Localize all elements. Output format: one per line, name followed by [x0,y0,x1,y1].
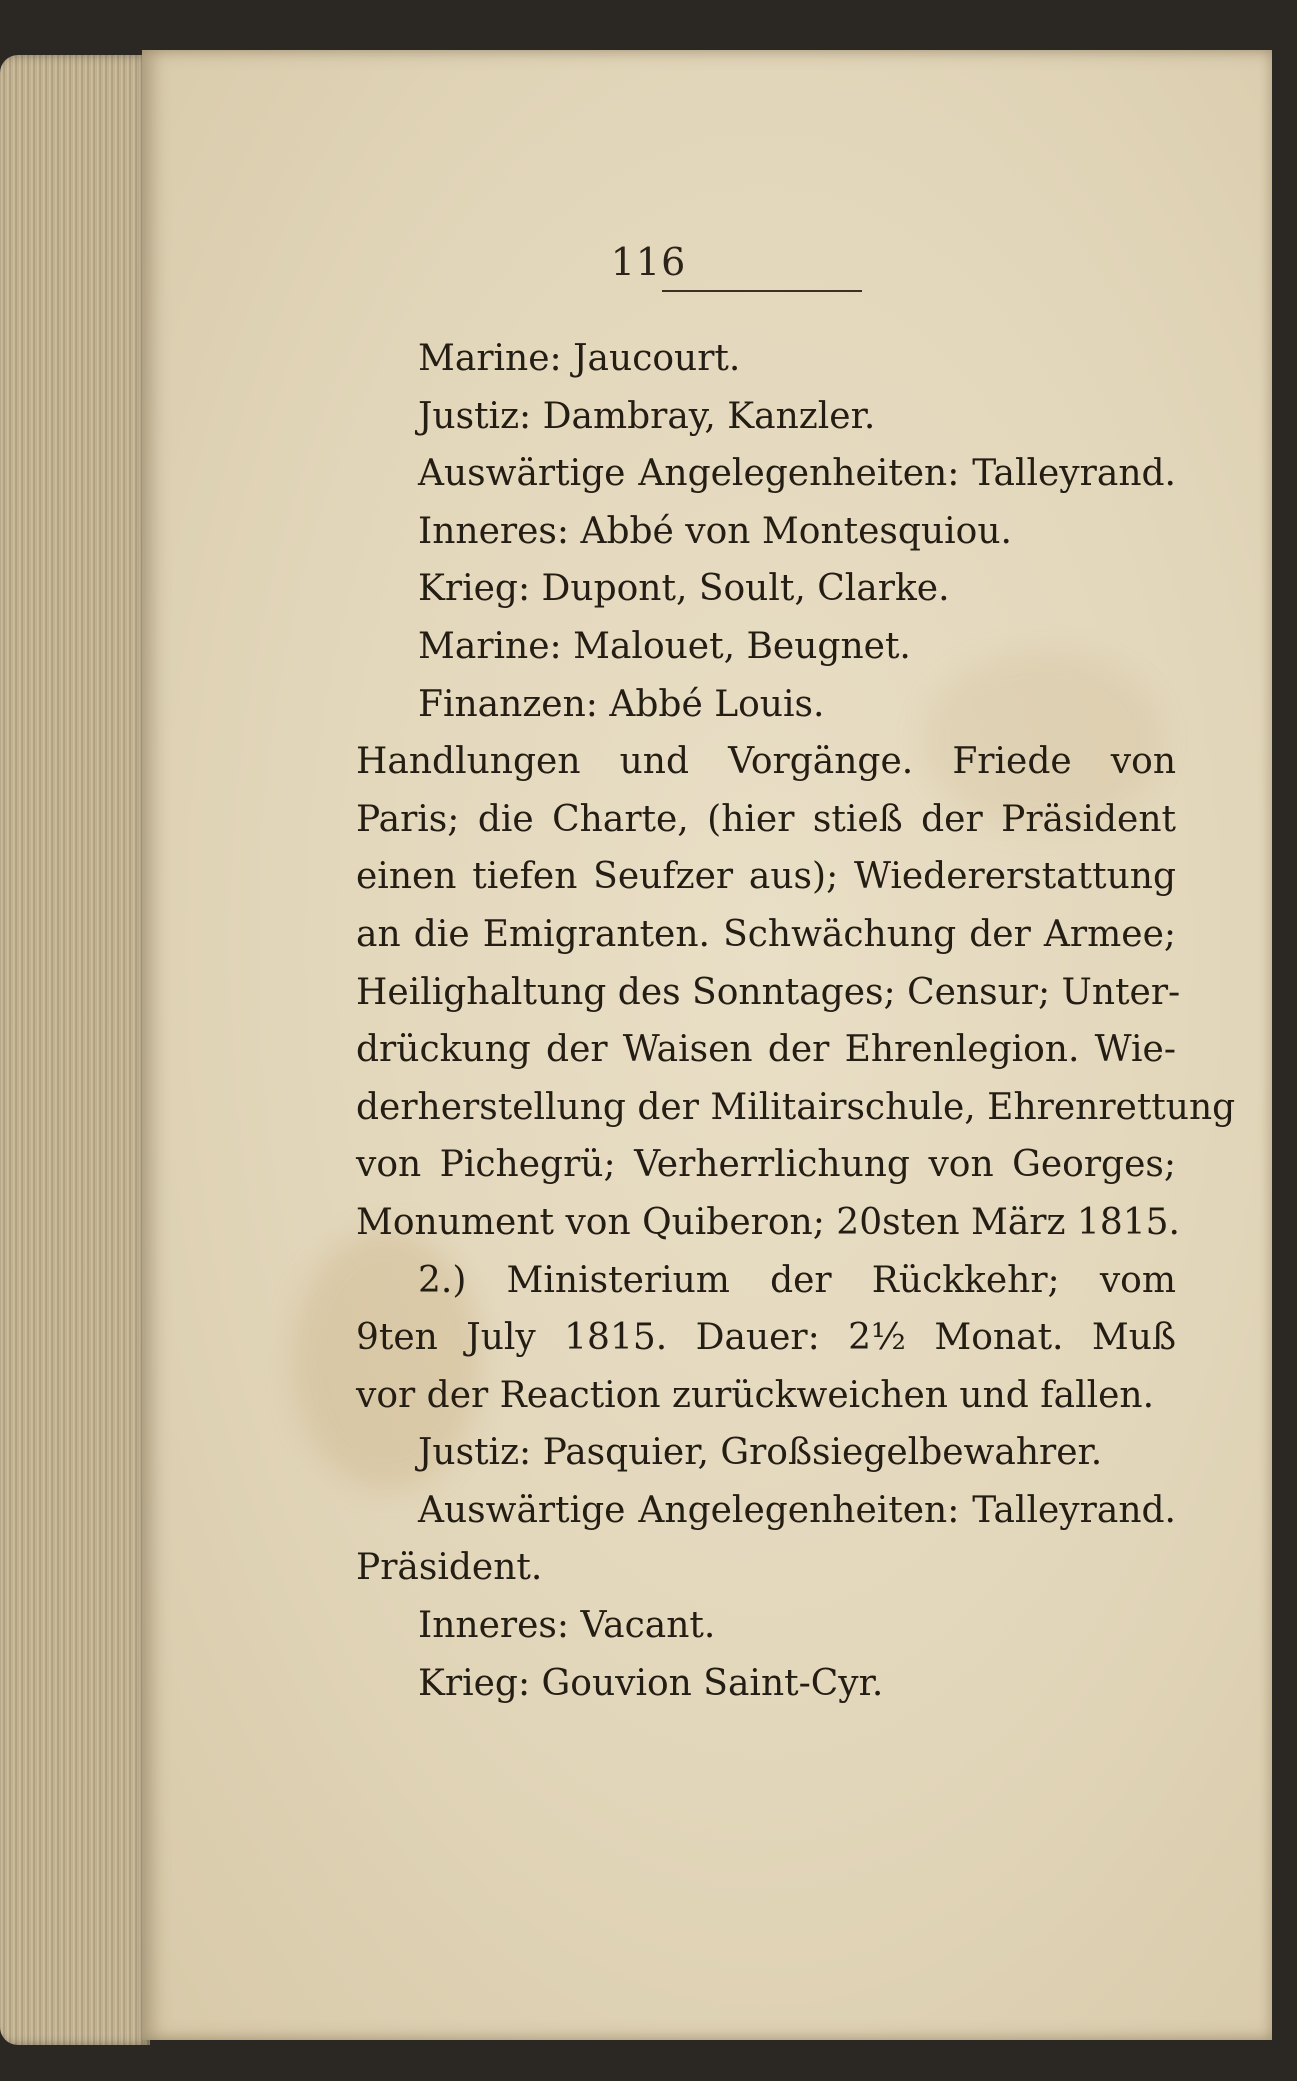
body-text [356,330,1236,1712]
text-line: Heilighaltung des Sonntages; Censur; Unter- [356,971,1181,1013]
text-line: Finanzen: Abbé Louis. [418,683,825,725]
text-line: Krieg: Gouvion Saint-Cyr. [418,1662,884,1704]
text-line: Auswärtige Angelegenheiten: Talleyrand. [418,1489,1176,1531]
text-line: Justiz: Pasquier, Großsiegelbewahrer. [418,1432,1103,1474]
header-rule [662,290,862,292]
text-line: Paris; die Charte, (hier stieß der Präsident [356,798,1176,840]
text-line: drückung der Waisen der Ehrenlegion. Wie- [356,1029,1176,1071]
text-line: Auswärtige Angelegenheiten: Talleyrand. [418,453,1176,495]
text-line: Marine: Malouet, Beugnet. [418,625,911,667]
text-line: vor der Reaction zurückweichen und fallen. [356,1374,1155,1416]
text-line: Monument von Quiberon; 20sten März 1815. [356,1201,1180,1243]
text-line: Krieg: Dupont, Soult, Clarke. [418,568,950,610]
text-line: 2.) Ministerium der Rückkehr; vom [418,1259,1176,1301]
text-line: einen tiefen Seufzer aus); Wiedererstattung [356,856,1176,898]
text-line: Präsident. [356,1547,543,1589]
text-line: derherstellung der Militairschule, Ehrenrettung [356,1086,1236,1128]
text-line: 9ten July 1815. Dauer: 2½ Monat. Muß [356,1317,1176,1359]
text-line: an die Emigranten. Schwächung der Armee; [356,913,1176,955]
text-line: Inneres: Vacant. [418,1605,716,1647]
text-line: Handlungen und Vorgänge. Friede von [356,741,1176,783]
text-line: von Pichegrü; Verherrlichung von Georges; [356,1144,1176,1186]
text-line: Justiz: Dambray, Kanzler. [418,395,876,437]
page-number: 116 [610,240,687,284]
text-line: Inneres: Abbé von Montesquiou. [418,510,1012,552]
text-line: Marine: Jaucourt. [418,338,741,379]
page-edges [0,55,150,2045]
